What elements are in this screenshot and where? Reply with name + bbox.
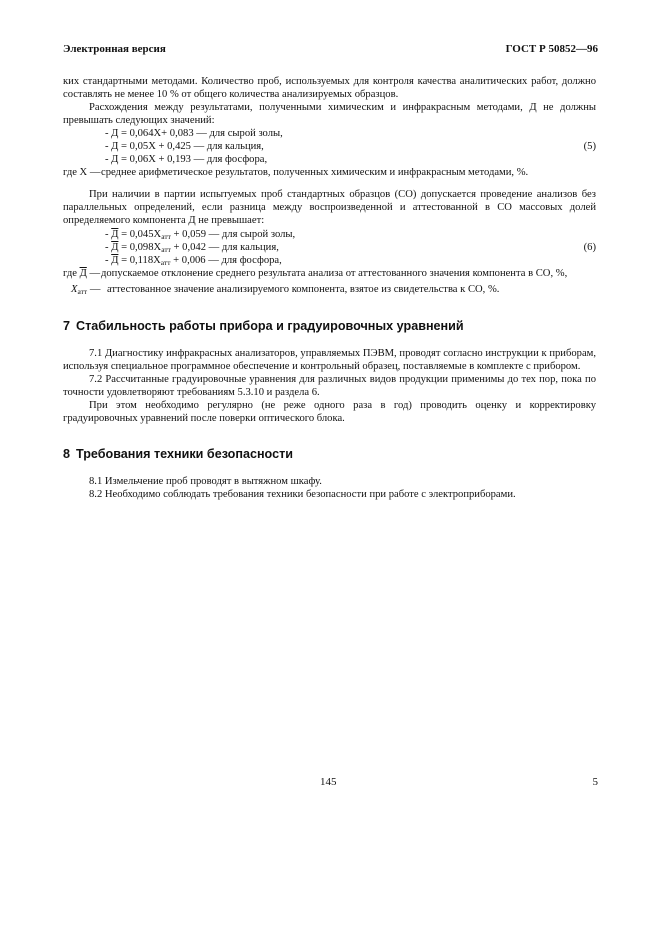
header-standard-number: ГОСТ Р 50852—96 xyxy=(505,43,598,55)
where-x-definition xyxy=(63,166,596,179)
where-d-term-d: Д xyxy=(79,268,87,279)
formula-6-line-phosphorus-mid: = 0,118X xyxy=(118,255,161,266)
section-8-1-paragraph: 8.1 Измельчение проб проводят в вытяжном шкафу. xyxy=(89,476,322,487)
formula-6-line-phosphorus xyxy=(105,254,596,267)
formula-6-line-phosphorus-sub: атт xyxy=(160,258,171,267)
section-7-title: Стабильность работы прибора и градуировочных уравнений xyxy=(76,319,464,333)
formula-6-line-ash-mid: = 0,045X xyxy=(118,229,162,240)
formula-6-line-ash-prefix: - xyxy=(105,229,112,240)
paragraph-reference-samples: При наличии в партии испытуемых проб стандартных образцов (СО) допускается проведение анализов без параллельных определений, если разница между воспроизведенной и аттестованной в СО массовых долей определяемого компонента Д не превышает: xyxy=(63,189,596,226)
footer-page-number: 5 xyxy=(592,776,598,788)
footer-sheet-number: 145 xyxy=(320,776,337,788)
where-d-description: допускаемое отклонение среднего результата анализа от аттестованного значения компонента в СО, %, xyxy=(101,268,568,279)
section-8-number: 8 xyxy=(63,447,71,461)
formula-6-line-ash-post: + 0,059 — для сырой золы, xyxy=(170,229,296,240)
where-d-definition xyxy=(63,267,596,280)
page-content xyxy=(63,75,596,501)
where-x-term: где X — xyxy=(63,167,101,178)
section-7-heading xyxy=(63,320,596,333)
formula-6-line-ash-d: Д xyxy=(111,229,119,240)
where-d-term-pre: где xyxy=(63,268,80,279)
section-8-2-paragraph: 8.2 Необходимо соблюдать требования техники безопасности при работе с электроприборами. xyxy=(89,489,516,500)
formula-6-line-ash xyxy=(105,228,596,241)
formula-5-number: (5) xyxy=(583,141,596,152)
where-x-description: среднее арифметическое результатов, полученных химическим и инфракрасным методами, %. xyxy=(101,167,529,178)
formula-5-line-calcium: - Д = 0,05X + 0,425 — для кальция, xyxy=(105,141,264,152)
section-8-title: Требования техники безопасности xyxy=(76,447,293,461)
where-d-term-post: — xyxy=(86,268,101,279)
paragraph-continuation: ких стандартными методами. Количество проб, используемых для контроля качества аналитических работ, должно составлять не менее 10 % от общего количества анализируемых образцов. xyxy=(63,76,596,100)
where-xatt-term-x: X xyxy=(71,284,78,295)
section-7-number: 7 xyxy=(63,319,71,333)
formula-5-block xyxy=(63,127,596,166)
where-xatt-term xyxy=(63,283,107,298)
formula-6-line-phosphorus-post: + 0,006 — для фосфора, xyxy=(170,255,282,266)
formula-6-line-ash-sub: атт xyxy=(161,232,171,241)
formula-6-number: (6) xyxy=(583,242,596,253)
formula-6-block xyxy=(63,228,596,267)
formula-6-line-phosphorus-prefix: - xyxy=(105,255,112,266)
formula-6-line-calcium-d: Д xyxy=(111,242,119,253)
where-d-term xyxy=(63,267,101,280)
section-7-1-paragraph: 7.1 Диагностику инфракрасных анализаторов, управляемых ПЭВМ, проводят согласно инструкции к приборам, используя специальное программное обеспечение и контрольный образец, поставляемые в комплекте с прибором. xyxy=(63,348,596,372)
where-xatt-definition xyxy=(63,283,596,298)
section-8-heading xyxy=(63,448,596,461)
section-7-2-paragraph: 7.2 Рассчитанные градуировочные уравнения для различных видов продукции применимы до тех пор, пока по точности удовлетворяют требованиям 5.3.10 и раздела 6. xyxy=(63,374,596,398)
where-xatt-description: аттестованное значение анализируемого компонента, взятое из свидетельства к СО, %. xyxy=(107,284,500,295)
formula-5-line-ash: - Д = 0,064X+ 0,083 — для сырой золы, xyxy=(105,128,283,139)
formula-5-line-phosphorus: - Д = 0,06X + 0,193 — для фосфора, xyxy=(105,154,268,165)
formula-6-line-calcium-post: + 0,042 — для кальция, xyxy=(170,242,279,253)
where-xatt-term-sub: атт xyxy=(77,287,88,296)
formula-6-line-phosphorus-d: Д xyxy=(111,255,119,266)
paragraph-discrepancy: Расхождения между результатами, полученными химическим и инфракрасным методами, Д не должны превышать следующих значений: xyxy=(63,102,596,126)
formula-6-line-calcium-prefix: - xyxy=(105,242,112,253)
formula-6-line-calcium-sub: атт xyxy=(161,245,171,254)
formula-6-line-calcium-mid: = 0,098X xyxy=(118,242,162,253)
where-xatt-term-post: — xyxy=(87,284,101,295)
formula-6-line-calcium xyxy=(105,241,596,254)
section-7-calibration-paragraph: При этом необходимо регулярно (не реже одного раза в год) проводить оценку и корректировку градуировочных уравнений после поверки оптического блока. xyxy=(63,400,596,424)
header-edition-label: Электронная версия xyxy=(63,43,166,55)
